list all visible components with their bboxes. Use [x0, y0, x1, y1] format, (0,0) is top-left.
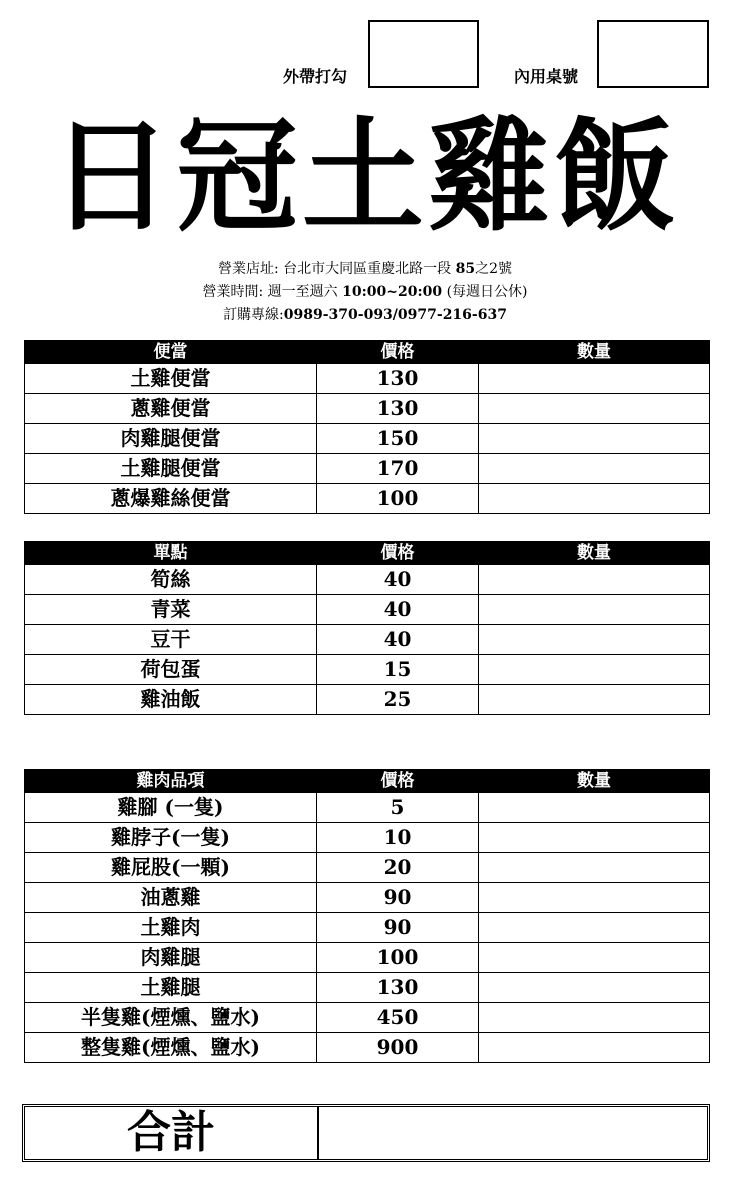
item-name: 雞屁股(一顆) [25, 853, 317, 883]
qty-cell[interactable] [479, 685, 710, 715]
item-name: 土雞腿便當 [25, 454, 317, 484]
table-row [25, 595, 710, 625]
item-name: 肉雞腿 [25, 943, 317, 973]
qty-cell[interactable] [479, 793, 710, 823]
table-row [25, 853, 710, 883]
table-row [25, 1033, 710, 1063]
price-header: 價格 [317, 770, 479, 793]
table-row [25, 943, 710, 973]
table-row [25, 973, 710, 1003]
item-price: 100 [317, 484, 479, 514]
table-row [25, 1003, 710, 1033]
item-price: 90 [317, 883, 479, 913]
menu-table-sides [24, 541, 710, 715]
item-name: 整隻雞(煙燻、鹽水) [25, 1033, 317, 1063]
item-price: 40 [317, 565, 479, 595]
restaurant-title: 日冠土雞飯 [50, 106, 680, 248]
qty-cell[interactable] [479, 595, 710, 625]
item-name: 半隻雞(煙燻、鹽水) [25, 1003, 317, 1033]
hours-label: 營業時間: [202, 284, 264, 300]
item-name: 筍絲 [25, 565, 317, 595]
table-row [25, 454, 710, 484]
table-row [25, 394, 710, 424]
qty-cell[interactable] [479, 883, 710, 913]
item-name: 荷包蛋 [25, 655, 317, 685]
item-price: 20 [317, 853, 479, 883]
item-price: 40 [317, 625, 479, 655]
qty-cell[interactable] [479, 424, 710, 454]
phone-number: 0989-370-093/0977-216-637 [283, 307, 507, 323]
table-row [25, 823, 710, 853]
table-row [25, 364, 710, 394]
table-row [25, 565, 710, 595]
price-header: 價格 [317, 341, 479, 364]
item-name: 蔥雞便當 [25, 394, 317, 424]
item-name: 雞油飯 [25, 685, 317, 715]
qty-cell[interactable] [479, 364, 710, 394]
item-price: 130 [317, 973, 479, 1003]
item-name: 土雞便當 [25, 364, 317, 394]
item-price: 100 [317, 943, 479, 973]
table-row [25, 424, 710, 454]
table-row [25, 655, 710, 685]
table-row [25, 625, 710, 655]
qty-cell[interactable] [479, 913, 710, 943]
hours-note: (每週日公休) [446, 284, 528, 300]
price-header: 價格 [317, 542, 479, 565]
total-amount-field[interactable] [319, 1107, 707, 1159]
menu-table-bento [24, 340, 710, 514]
qty-header: 數量 [479, 341, 710, 364]
menu-table-chicken [24, 769, 710, 1063]
item-price: 15 [317, 655, 479, 685]
table-number-box[interactable] [597, 20, 709, 88]
item-name: 青菜 [25, 595, 317, 625]
item-name: 雞脖子(一隻) [25, 823, 317, 853]
item-price: 40 [317, 595, 479, 625]
item-name: 土雞腿 [25, 973, 317, 1003]
item-price: 150 [317, 424, 479, 454]
address-tail: 之2號 [475, 261, 513, 277]
table-row [25, 883, 710, 913]
qty-cell[interactable] [479, 1003, 710, 1033]
hours-time: 10:00~20:00 [342, 284, 443, 300]
hours-line [0, 281, 730, 303]
hours-days: 週一至週六 [267, 284, 338, 300]
item-price: 450 [317, 1003, 479, 1033]
section-header: 單點 [25, 542, 317, 565]
item-name: 肉雞腿便當 [25, 424, 317, 454]
phone-label: 訂購專線: [223, 307, 284, 323]
item-name: 豆干 [25, 625, 317, 655]
qty-cell[interactable] [479, 655, 710, 685]
qty-cell[interactable] [479, 943, 710, 973]
item-price: 170 [317, 454, 479, 484]
address-line [0, 258, 730, 280]
item-name: 土雞肉 [25, 913, 317, 943]
qty-header: 數量 [479, 542, 710, 565]
item-price: 25 [317, 685, 479, 715]
qty-cell[interactable] [479, 625, 710, 655]
table-row [25, 484, 710, 514]
takeout-checkbox[interactable] [368, 20, 479, 88]
item-price: 10 [317, 823, 479, 853]
takeout-label: 外帶打勾 [283, 67, 348, 86]
section-header: 雞肉品項 [25, 770, 317, 793]
item-price: 130 [317, 394, 479, 424]
item-price: 90 [317, 913, 479, 943]
item-name: 蔥爆雞絲便當 [25, 484, 317, 514]
table-row [25, 793, 710, 823]
table-row [25, 913, 710, 943]
qty-cell[interactable] [479, 394, 710, 424]
item-price: 5 [317, 793, 479, 823]
item-price: 130 [317, 364, 479, 394]
total-box [22, 1104, 710, 1162]
total-label: 合計 [25, 1107, 319, 1159]
qty-cell[interactable] [479, 454, 710, 484]
qty-cell[interactable] [479, 823, 710, 853]
item-price: 900 [317, 1033, 479, 1063]
qty-header: 數量 [479, 770, 710, 793]
dinein-label: 內用桌號 [514, 67, 579, 86]
qty-cell[interactable] [479, 853, 710, 883]
address-number: 85 [455, 261, 476, 277]
address-label: 營業店址: [217, 261, 279, 277]
section-header: 便當 [25, 341, 317, 364]
table-row [25, 685, 710, 715]
qty-cell[interactable] [479, 565, 710, 595]
qty-cell[interactable] [479, 1033, 710, 1063]
item-name: 雞腳 (一隻) [25, 793, 317, 823]
phone-line [0, 304, 730, 326]
item-name: 油蔥雞 [25, 883, 317, 913]
qty-cell[interactable] [479, 484, 710, 514]
address-text: 台北市大同區重慶北路一段 [283, 261, 452, 277]
qty-cell[interactable] [479, 973, 710, 1003]
